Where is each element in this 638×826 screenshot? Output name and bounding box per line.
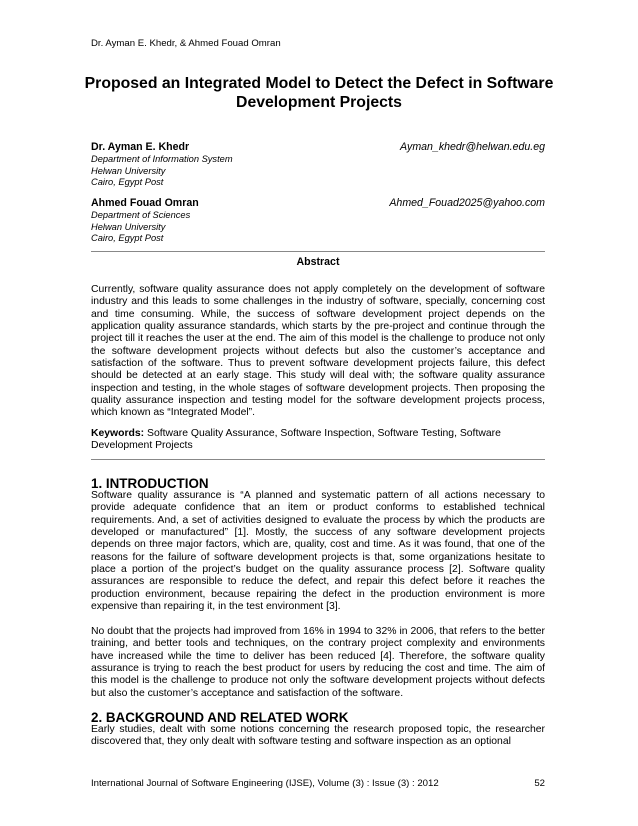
page-footer: [91, 778, 545, 789]
author-department: Department of Information System: [91, 154, 233, 164]
journal-citation: International Journal of Software Engineering (IJSE), Volume (3) : Issue (3) : 2012: [91, 778, 439, 789]
author-name: Dr. Ayman E. Khedr: [91, 141, 190, 153]
author-name: Ahmed Fouad Omran: [91, 197, 199, 209]
author-department: Department of Sciences: [91, 210, 191, 220]
running-head: Dr. Ayman E. Khedr, & Ahmed Fouad Omran: [91, 38, 281, 49]
paper-title: Proposed an Integrated Model to Detect the Defect in Software Development Projects: [84, 75, 554, 111]
abstract-heading: Abstract: [296, 256, 340, 268]
author-email: Ahmed_Fouad2025@yahoo.com: [389, 197, 545, 209]
paragraph: Early studies, dealt with some notions concerning the research proposed topic, the researcher discovered that, they only dealt with software testing and software inspection as an optional: [91, 724, 545, 748]
divider: [91, 251, 545, 252]
author-university: Helwan University: [91, 221, 166, 232]
page-number: 52: [534, 778, 545, 789]
keywords-label: Keywords:: [91, 428, 145, 439]
author-university: Helwan University: [91, 165, 166, 176]
author-email: Ayman_khedr@helwan.edu.eg: [400, 141, 545, 153]
paragraph: Software quality assurance is “A planned and systematic pattern of all actions necessary to provide adequate confidence that an item or product conforms to established technical requirements. And, a set of activities designed to evaluate the process by which the products are developed or manufactured” [1]. Mostly, the success of any software development projects depends on three major factors, which are, quality, cost and time. As it was found, that one of the reasons for the failure of software development projects is that, some organizations hesitate to place a portion of the project’s budget on the quality assurance process [2]. Software quality assurances are responsible to reduce the defect, and repair this defect before it reaches the production environment, because repairing the defect in the production environment is more expensive than repairing it, in the test environment [3].: [91, 490, 545, 613]
section-heading: 2. BACKGROUND AND RELATED WORK: [91, 710, 349, 725]
abstract-text: Currently, software quality assurance does not apply completely on the development of software industry and this leads to some challenges in the industry of software, specially, concerning cost and time consuming. While, the success of software development project depends on the application quality assurance standards, which starts by the pre-project and continue through the project till it reaches the user at the end. The aim of this model is the challenge to produce not only the software development projects without defects but also the customer’s acceptance and satisfaction of the software. Thus to prevent software development projects failure, this defect should be detected at an early stage. This study will deal with; the software quality assurance inspection and testing, in the whole stages of software development projects. Then proposing the quality assurance inspection and testing model for the software development projects process, which known as “Integrated Model”.: [91, 284, 545, 419]
paragraph: No doubt that the projects had improved from 16% in 1994 to 32% in 2006, that refers to the better training, and better tools and techniques, on the contrary project complexity and environments have increased while the time to deliver has been reduced [4]. Therefore, the software quality assurance is trying to reach the best product for users by reducing the cost and time. The aim of this model is the challenge to produce not only the software development projects without defects but also the customer’s acceptance and satisfaction of the software.: [91, 626, 545, 699]
author-block: [91, 196, 545, 245]
author-city: Cairo, Egypt Post: [91, 177, 164, 187]
keywords: [91, 428, 545, 453]
section-heading: 1. INTRODUCTION: [91, 476, 209, 491]
divider: [91, 459, 545, 460]
keywords-text: Software Quality Assurance, Software Inspection, Software Testing, Software Development Projects: [91, 428, 501, 452]
author-block: [91, 140, 545, 189]
author-city: Cairo, Egypt Post: [91, 233, 164, 243]
